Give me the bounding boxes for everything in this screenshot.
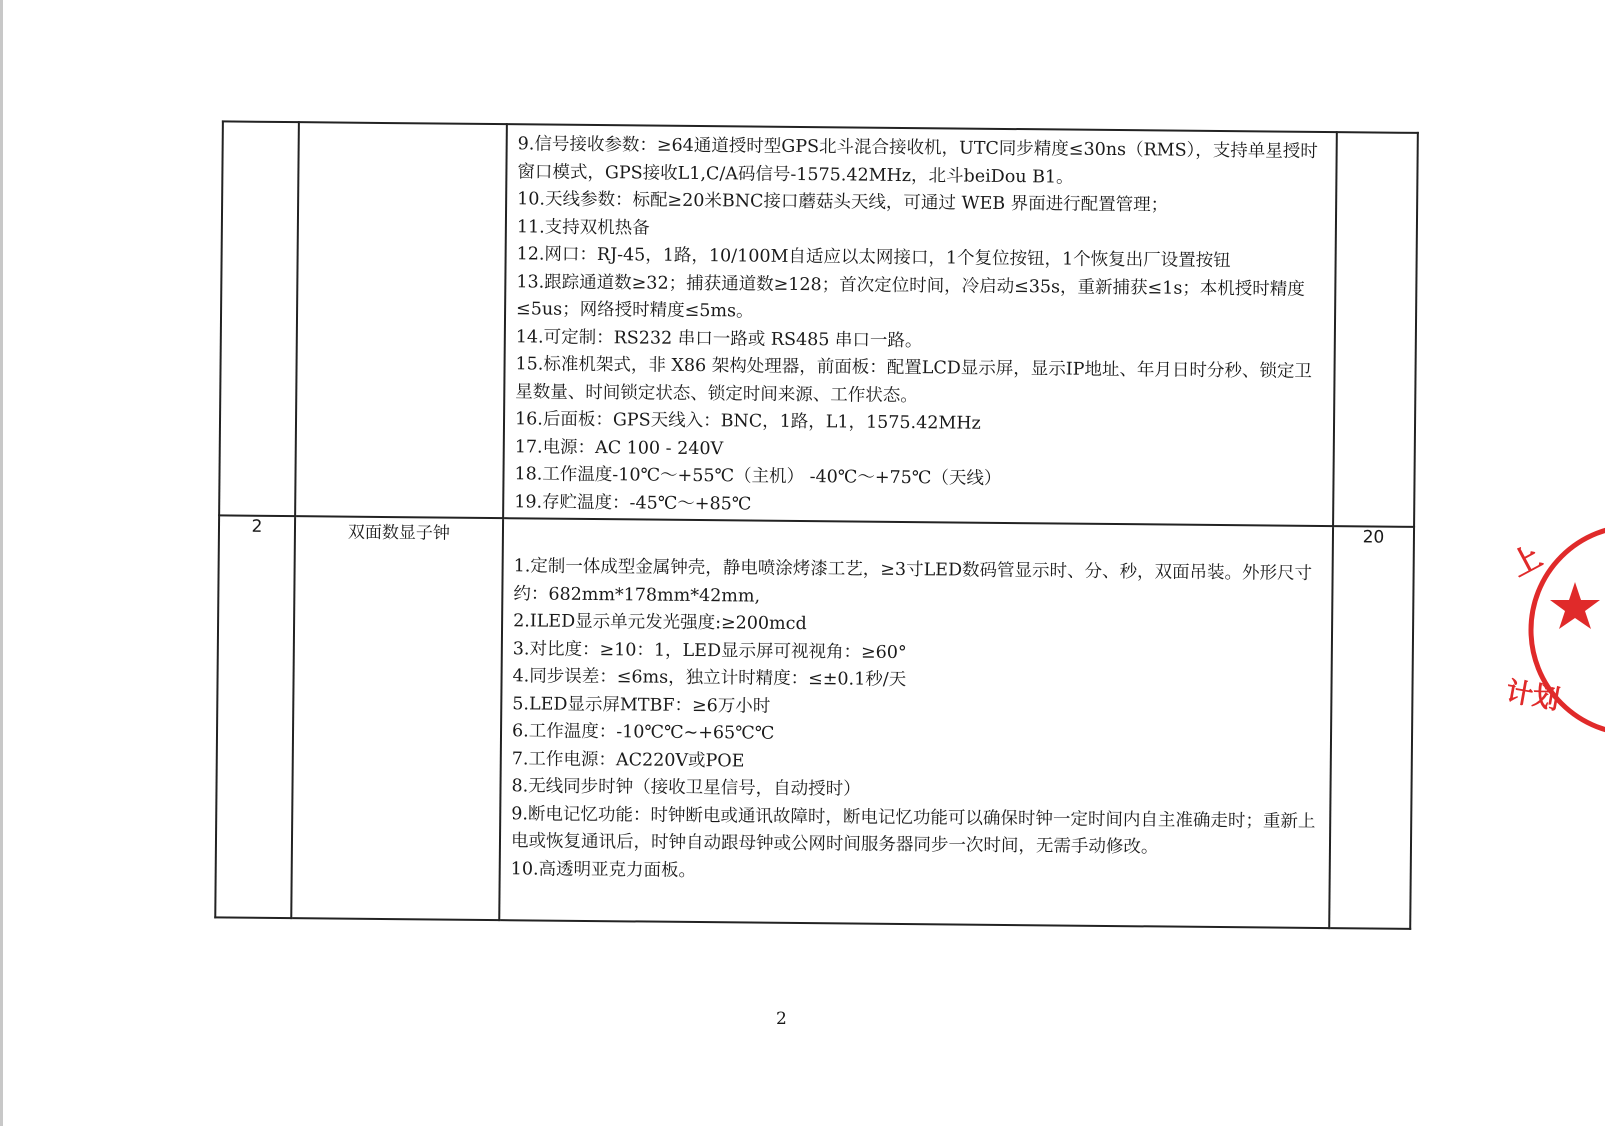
spec-line: 2.ILED显示单元发光强度:≥200mcd: [513, 611, 807, 635]
spec-line: 19.存贮温度：-45℃～+85℃: [514, 491, 752, 515]
spec-line: 15.标准机架式，非 X86 架构处理器，前面板：配置LCD显示屏，显示IP地址、年月日时分秒、锁定卫星数量、时间锁定状态、锁定时间来源、工作状态。: [515, 354, 1313, 406]
row-index-cell: [219, 121, 299, 516]
spec-line: 11.支持双机热备: [516, 216, 650, 239]
seal-bottom-text: 计划: [1503, 676, 1562, 716]
spec-line: 9.断电记忆功能：时钟断电或通讯故障时，断电记忆功能可以确保时钟一定时间内自主准确走时；重新上电或恢复通讯后，时钟自动跟母钟或公网时间服务器同步一次时间，无需手动修改。: [510, 803, 1316, 858]
spec-line: 1.定制一体成型金属钟壳，静电喷涂烤漆工艺，≥3寸LED数码管显示时、分、秒，双面吊装。外形尺寸约：682mm*178mm*42mm,: [513, 556, 1313, 607]
seal-stamp-graphic: [1503, 520, 1600, 760]
spec-line: 7.工作电源：AC220V或POE: [511, 748, 745, 771]
quantity-cell: 20: [1329, 526, 1414, 929]
seal-stamp: [1503, 520, 1600, 760]
spec-line: 6.工作温度：-10℃℃~+65℃℃: [511, 721, 775, 744]
spec-line: 5.LED显示屏MTBF：≥6万小时: [512, 693, 771, 717]
table-row: [219, 121, 1418, 526]
page-number: 2: [776, 1009, 787, 1029]
spec-line: 4.同步误差：≤6ms，独立计时精度：≤±0.1秒/天: [512, 666, 907, 691]
spec-line: 16.后面板：GPS天线入：BNC，1路，L1，1575.42MHz: [514, 409, 981, 434]
item-name-cell: 双面数显子钟: [291, 516, 503, 920]
spec-line: 10.高透明亚克力面板。: [510, 858, 697, 881]
seal-top-text: 上: [1505, 538, 1548, 584]
spec-line: 8.无线同步时钟（接收卫星信号，自动授时）: [511, 776, 861, 800]
quantity-cell: [1333, 132, 1418, 527]
spec-table: [214, 120, 1419, 929]
row-index-cell: 2: [215, 515, 295, 918]
spec-list: [504, 125, 1336, 524]
spec-line: 3.对比度：≥10：1，LED显示屏可视视角：≥60°: [512, 638, 907, 663]
spec-line: 18.工作温度-10℃～+55℃（主机） -40℃～+75℃（天线）: [514, 464, 1002, 489]
spec-line: 12.网口：RJ-45，1路，10/100M自适应以太网接口，1个复位按钮，1个恢复出厂设置按钮: [516, 244, 1231, 272]
spec-cell: [503, 124, 1337, 526]
spec-cell: [499, 518, 1333, 928]
table-row: [215, 515, 1414, 928]
spec-line: 13.跟踪通道数≥32；捕获通道数≥128；首次定位时间，冷启动≤35s，重新捕获≤1s；本机授时精度≤5us；网络授时精度≤5ms。: [516, 271, 1305, 322]
spec-line: 9.信号接收参数：≥64通道授时型GPS北斗混合接收机，UTC同步精度≤30ns（RMS），支持单星授时窗口模式，GPS接收L1,C/A码信号-1575.42MHz，北斗beiDou B1。: [517, 134, 1318, 188]
spec-line: 10.天线参数：标配≥20米BNC接口蘑菇头天线，可通过 WEB 界面进行配置管理；: [517, 189, 1169, 216]
spec-line: 17.电源：AC 100 - 240V: [514, 436, 724, 459]
spec-line: 14.可定制：RS232 串口一路或 RS485 串口一路。: [515, 326, 923, 351]
spec-list: [501, 519, 1332, 891]
item-name-cell: [295, 122, 507, 518]
